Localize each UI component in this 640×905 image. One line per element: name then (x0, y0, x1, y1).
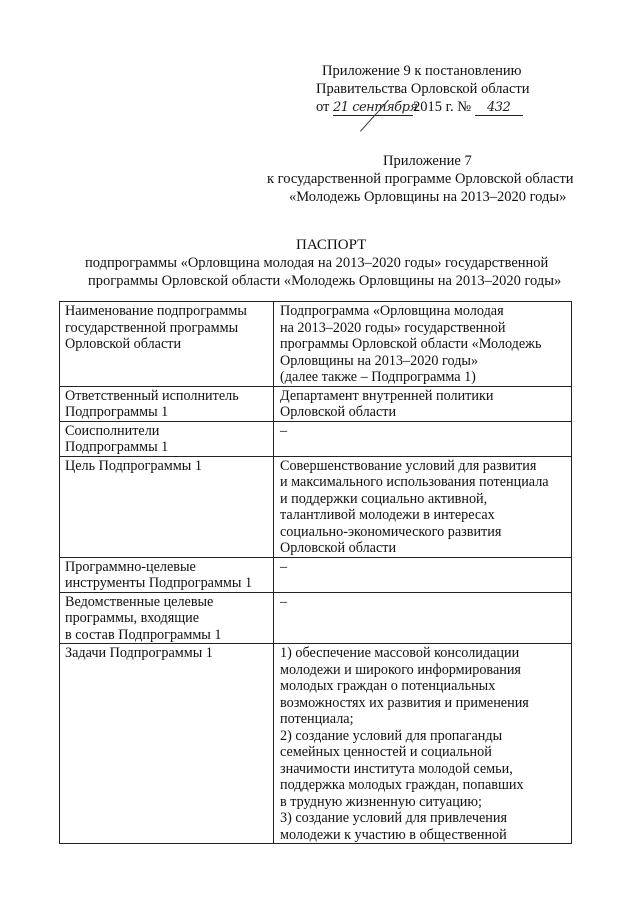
row-value-line: – (280, 422, 288, 439)
row-label-cell (60, 644, 274, 844)
row-value-line: – (280, 558, 288, 575)
row-value-cell (274, 386, 572, 421)
title-subline-2: программы Орловской области «Молодежь Орловщины на 2013–2020 годы» (88, 273, 562, 289)
handwritten-date: 21 сентября (333, 100, 418, 115)
date-prefix: от (316, 99, 330, 115)
table-row (60, 644, 572, 844)
row-value-line: возможностях их развития и применения (280, 694, 529, 711)
table-row (60, 456, 572, 557)
row-label-line: государственной программы (65, 319, 239, 336)
row-value-line: Орловской области (280, 404, 397, 420)
row-label-line: Соисполнители (65, 422, 160, 439)
document-title: ПАСПОРТ (296, 237, 367, 253)
row-value-line: Совершенствование условий для развития (280, 457, 537, 474)
row-label-line: Подпрограммы 1 (65, 404, 169, 420)
row-label-line: Цель Подпрограммы 1 (65, 457, 202, 474)
row-value-line: на 2013–2020 годы» государственной (280, 319, 506, 336)
row-value-line: (далее также – Подпрограмма 1) (280, 369, 476, 385)
appendix7-line2: к государственной программе Орловской области (267, 171, 574, 187)
row-value-cell (274, 592, 572, 644)
row-value-line: Подпрограмма «Орловщина молодая (280, 303, 504, 319)
row-label-line: Подпрограммы 1 (65, 439, 169, 455)
row-label-cell (60, 386, 274, 421)
row-value-line: талантливой молодежи в интересах (280, 507, 495, 523)
appendix9-line1: Приложение 9 к постановлению (322, 63, 522, 79)
row-value-line: и максимального использования потенциала (280, 474, 549, 490)
row-value-line: Орловщины на 2013–2020 годы» (280, 352, 479, 369)
row-label-line: инструменты Подпрограммы 1 (65, 575, 253, 591)
row-value-cell (274, 302, 572, 387)
row-value-cell (274, 421, 572, 456)
row-value-cell (274, 456, 572, 557)
row-value-line: социально-экономического развития (280, 523, 502, 540)
date-suffix: 2015 г. № (413, 99, 472, 115)
table-row (60, 557, 572, 592)
row-value-cell (274, 644, 572, 844)
row-value-line: Департамент внутренней политики (280, 387, 494, 404)
row-label-line: Ответственный исполнитель (65, 387, 239, 404)
table-row (60, 302, 572, 387)
table-row (60, 592, 572, 644)
row-value-line: – (280, 593, 288, 610)
row-value-line: программы Орловской области «Молодежь (280, 336, 542, 352)
row-label-cell (60, 302, 274, 387)
row-value-line: молодежи и широкого информирования (280, 661, 521, 678)
appendix9-line2: Правительства Орловской области (316, 81, 530, 97)
title-subline-1: подпрограммы «Орловщина молодая на 2013–2020 годы» государственной (85, 255, 549, 271)
appendix7-line1: Приложение 7 (383, 153, 472, 169)
row-value-line: потенциала; (280, 711, 354, 727)
appendix9-date-line (316, 98, 523, 116)
table-row (60, 421, 572, 456)
row-value-line: Орловской области (280, 540, 397, 556)
row-label-cell (60, 557, 274, 592)
row-label-line: Ведомственные целевые (65, 593, 214, 610)
row-value-cell (274, 557, 572, 592)
row-label-line: программы, входящие (65, 610, 200, 626)
row-value-line: и поддержки социально активной, (280, 490, 488, 507)
row-label-line: Орловской области (65, 336, 182, 352)
row-value-line: в трудную жизненную ситуацию; (280, 793, 482, 810)
row-value-line: 2) создание условий для пропаганды (280, 727, 503, 744)
row-value-line: молодежи к участию в общественной (280, 826, 507, 843)
table-row (60, 386, 572, 421)
row-value-line: 1) обеспечение массовой консолидации (280, 645, 520, 661)
row-label-line: в состав Подпрограммы 1 (65, 626, 222, 643)
appendix7-line3: «Молодежь Орловщины на 2013–2020 годы» (289, 189, 567, 205)
row-value-line: молодых граждан о потенциальных (280, 678, 496, 694)
passport-table (59, 301, 572, 844)
row-label-cell (60, 421, 274, 456)
row-label-line: Задачи Подпрограммы 1 (65, 645, 213, 661)
row-label-line: Наименование подпрограммы (65, 303, 247, 319)
row-value-line: значимости института молодой семьи, (280, 760, 513, 777)
handwritten-number: 432 (475, 101, 523, 116)
row-label-cell (60, 456, 274, 557)
row-value-line: поддержка молодых граждан, попавших (280, 777, 524, 793)
row-label-cell (60, 592, 274, 644)
row-value-line: семейных ценностей и социальной (280, 744, 492, 760)
row-label-line: Программно-целевые (65, 558, 196, 575)
row-value-line: 3) создание условий для привлечения (280, 810, 507, 826)
